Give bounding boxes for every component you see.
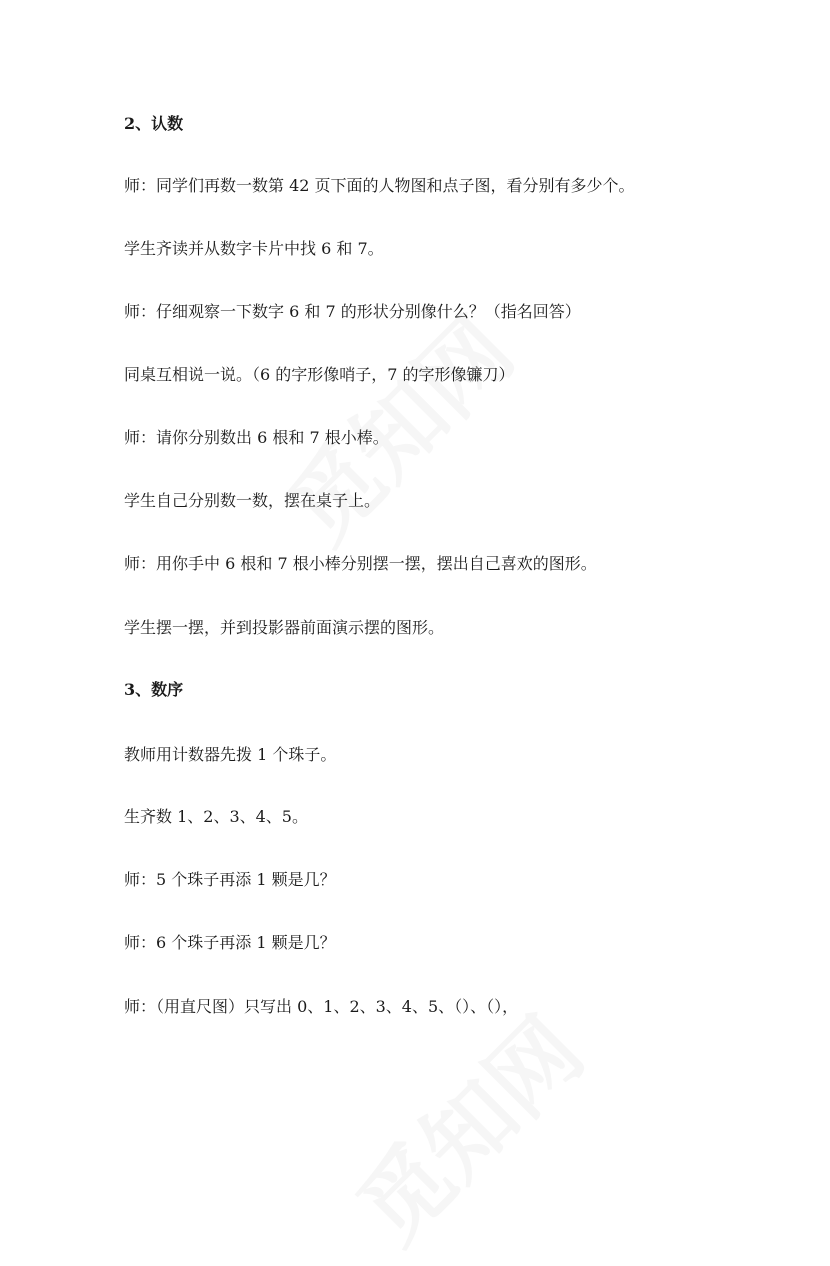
paragraph: 师：仔细观察一下数字 6 和 7 的形状分别像什么？（指名回答） bbox=[124, 302, 581, 321]
paragraph: 师：用你手中 6 根和 7 根小棒分别摆一摆，摆出自己喜欢的图形。 bbox=[124, 554, 597, 573]
section-heading: 2、认数 bbox=[124, 114, 184, 133]
section-heading: 3、数序 bbox=[124, 680, 184, 699]
watermark bbox=[254, 284, 537, 567]
paragraph: 学生自己分别数一数，摆在桌子上。 bbox=[124, 491, 381, 510]
paragraph: 学生齐读并从数字卡片中找 6 和 7。 bbox=[124, 239, 384, 258]
paragraph: 师：同学们再数一数第 42 页下面的人物图和点子图，看分别有多少个。 bbox=[124, 176, 635, 195]
paragraph: 师：5 个珠子再添 1 颗是几？ bbox=[124, 870, 336, 889]
paragraph: 同桌互相说一说。（6 的字形像哨子，7 的字形像镰刀） bbox=[124, 365, 515, 384]
paragraph: 师：6 个珠子再添 1 颗是几？ bbox=[124, 933, 336, 952]
watermark bbox=[324, 984, 607, 1266]
paragraph: 生齐数 1、2、3、4、5。 bbox=[124, 807, 308, 826]
paragraph: 师：请你分别数出 6 根和 7 根小棒。 bbox=[124, 428, 389, 447]
paragraph: 学生摆一摆，并到投影器前面演示摆的图形。 bbox=[124, 618, 445, 637]
paragraph: 师：（用直尺图）只写出 0、1、2、3、4、5、（）、（）， bbox=[124, 997, 519, 1016]
paragraph: 教师用计数器先拨 1 个珠子。 bbox=[124, 745, 337, 764]
